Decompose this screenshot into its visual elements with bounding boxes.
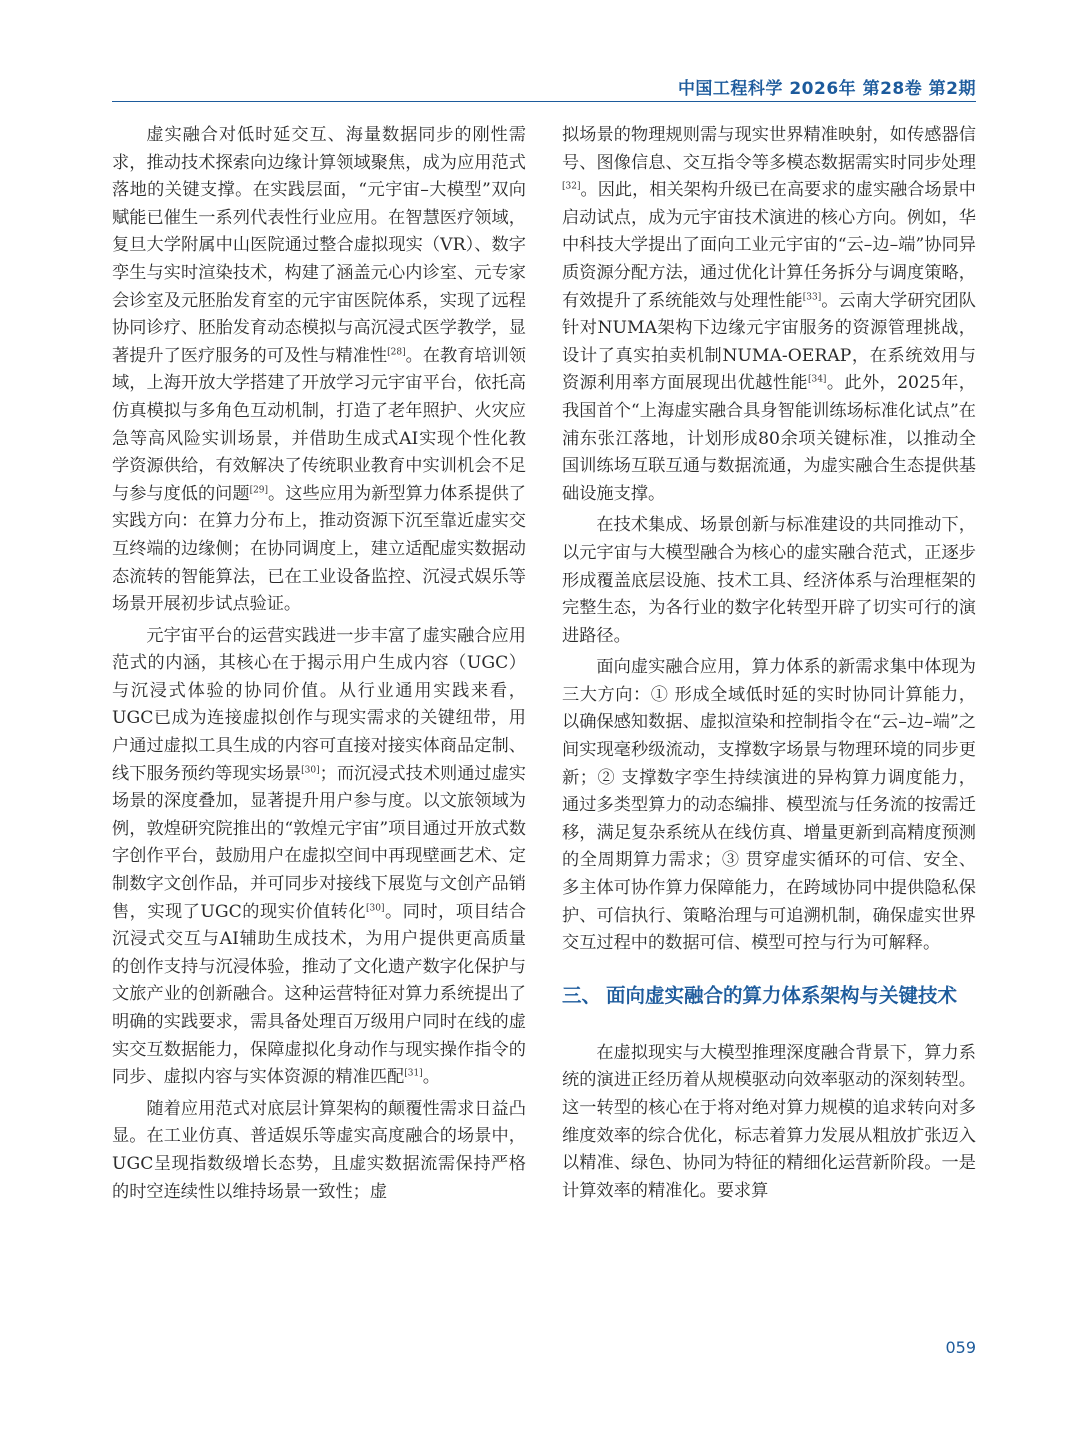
header-rule (112, 101, 976, 102)
text-run: 。同时，项目结合沉浸式交互与AI辅助生成技术，为用户提供更高质量的创作支持与沉浸体验，推动了文化遗产数字化保护与文旅产业的创新融合。这种运营特征对算力系统提出了明确的实践要求，需具备处理百万级用户同时在线的虚实交互数据能力，保障虚拟化身动作与现实操作指令的同步、虚拟内容与实体资源的精准匹配 (112, 901, 526, 1088)
text-run: 拟场景的物理规则需与现实世界精准映射，如传感器信号、图像信息、交互指令等多模态数据需实时同步处理 (562, 125, 976, 173)
paragraph: 在技术集成、场景创新与标准建设的共同推动下，以元宇宙与大模型融合为核心的虚实融合范式，正逐步形成覆盖底层设施、技术工具、经济体系与治理框架的完整生态，为各行业的数字化转型开辟了切实可行的演进路径。 (562, 515, 976, 646)
citation: [31] (404, 1068, 423, 1079)
citation: [34] (807, 374, 827, 385)
citation: [33] (802, 291, 822, 302)
journal-title: 中国工程科学 2026年 第28卷 第2期 (677, 79, 976, 99)
page-header (0, 0, 1080, 100)
text-run: 。在教育培训领域，上海开放大学搭建了开放学习元宇宙平台，依托高仿真模拟与多角色互动机制，打造了老年照护、火灾应急等高风险实训场景，并借助生成式AI实现个性化教学资源供给，有效解决了传统职业教育中实训机会不足与参与度低的问题 (112, 345, 526, 504)
citation: [29] (249, 484, 269, 495)
text-run: 虚实融合对低时延交互、海量数据同步的刚性需求，推动技术探索向边缘计算领域聚焦，成为应用范式落地的关键支撑。在实践层面，“元宇宙–大模型”双向赋能已催生一系列代表性行业应用。在智慧医疗领域，复旦大学附属中山医院通过整合虚拟现实（VR）、数字孪生与实时渲染技术，构建了涵盖元心内诊室、元专家会诊室及元胚胎发育室的元宇宙医院体系，实现了远程协同诊疗、胚胎发育动态模拟与高沉浸式医学教学，显著提升了医疗服务的可及性与精准性 (112, 125, 526, 366)
left-column (112, 122, 526, 1206)
text-run: 。因此，相关架构升级已在高要求的虚实融合场景中启动试点，成为元宇宙技术演进的核心方向。例如，华中科技大学提出了面向工业元宇宙的“云–边–端”协同异质资源分配方法，通过优化计算任务拆分与调度策略，有效提升了系统能效与处理性能 (562, 180, 976, 311)
text-run: 。这些应用为新型算力体系提供了实践方向：在算力分布上，推动资源下沉至靠近虚实交互终端的边缘侧；在协同调度上，建立适配虚实数据动态流转的智能算法，已在工业设备监控、沉浸式娱乐等场景开展初步试点验证。 (112, 483, 526, 615)
citation: [28] (387, 347, 406, 358)
page-number: 059 (945, 1338, 976, 1357)
paragraph (112, 623, 526, 1092)
paragraph: 在虚拟现实与大模型推理深度融合背景下，算力系统的演进正经历着从规模驱动向效率驱动的深刻转型。这一转型的核心在于将对绝对算力规模的追求转向对多维度效率的综合优化，标志着算力发展从粗放扩张迈入以精准、绿色、协同为特征的精细化运营新阶段。一是计算效率的精准化。要求算 (562, 1042, 976, 1201)
text-run: 。 (422, 1067, 440, 1088)
citation: [30] (301, 764, 320, 775)
paragraph (562, 122, 976, 508)
citation: [30] (366, 902, 385, 913)
section-heading (562, 980, 976, 1012)
text-run: 。此外，2025年，我国首个“上海虚实融合具身智能训练场标准化试点”在浦东张江落地，计划形成80余项关键标准，以推动全国训练场互联互通与数据流通，为虚实融合生态提供基础设施支撑。 (562, 373, 976, 504)
text-run: 。云南大学研究团队针对NUMA架构下边缘元宇宙服务的资源管理挑战，设计了真实拍卖机制NUMA-OERAP，在系统效用与资源利用率方面展现出优越性能 (562, 290, 976, 394)
paragraph: 随着应用范式对底层计算架构的颠覆性需求日益凸显。在工业仿真、普适娱乐等虚实高度融合的场景中，UGC呈现指数级增长态势，且虚实数据流需保持严格的时空连续性以维持场景一致性；虚 (112, 1098, 526, 1202)
section-title: 面向虚实融合的算力体系架构与关键技术 (606, 983, 958, 1007)
paragraph (112, 122, 526, 619)
citation: [32] (562, 181, 581, 192)
section-number: 三、 (562, 983, 602, 1007)
text-run: ；而沉浸式技术则通过虚实场景的深度叠加，显著提升用户参与度。以文旅领域为例，敦煌研究院推出的“敦煌元宇宙”项目通过开放式数字创作平台，鼓励用户在虚拟空间中再现壁画艺术、定制数字文创作品，并可同步对接线下展览与文创产品销售，实现了UGC的现实价值转化 (112, 763, 526, 922)
paragraph: 面向虚实融合应用，算力体系的新需求集中体现为三大方向：① 形成全域低时延的实时协同计算能力，以确保感知数据、虚拟渲染和控制指令在“云–边–端”之间实现毫秒级流动，支撑数字场景与物理环境的同步更新；② 支撑数字孪生持续演进的异构算力调度能力，通过多类型算力的动态编排、模型流与任务流的按需迁移，满足复杂系统从在线仿真、增量更新到高精度预测的全周期算力需求；③ 贯穿虚实循环的可信、安全、多主体可协作算力保障能力，在跨域协同中提供隐私保护、可信执行、策略治理与可追溯机制，确保虚实世界交互过程中的数据可信、模型可控与行为可解释。 (562, 657, 976, 954)
right-column (562, 122, 976, 1205)
text-run: 元宇宙平台的运营实践进一步丰富了虚实融合应用范式的内涵，其核心在于揭示用户生成内容（UGC）与沉浸式体验的协同价值。从行业通用实践来看，UGC已成为连接虚拟创作与现实需求的关键纽带，用户通过虚拟工具生成的内容可直接对接实体商品定制、线下服务预约等现实场景 (112, 625, 526, 784)
